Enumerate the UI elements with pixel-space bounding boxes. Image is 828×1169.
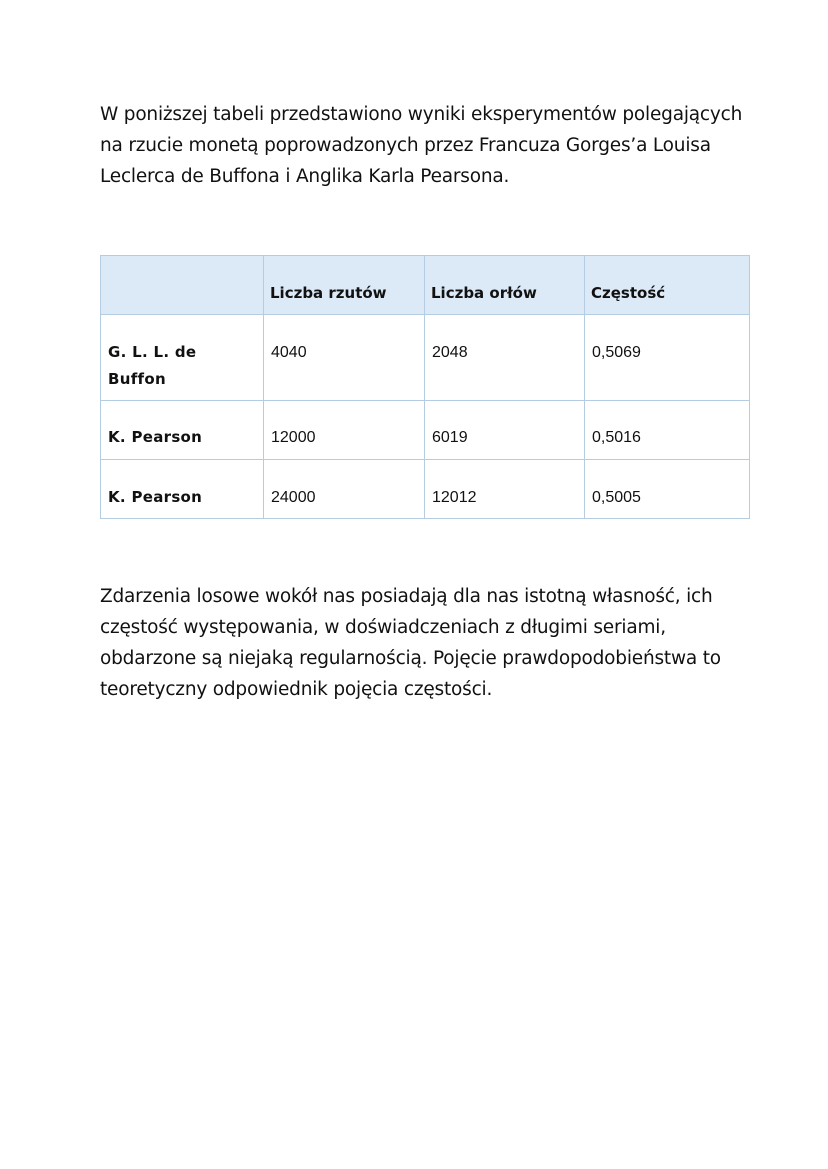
heads-value: 6019 — [425, 401, 585, 460]
frequency-value: 0,5005 — [585, 460, 750, 519]
experimenter-name: K. Pearson — [101, 460, 264, 519]
experimenter-name: K. Pearson — [101, 401, 264, 460]
frequency-value: 0,5069 — [585, 315, 750, 401]
conclusion-paragraph: Zdarzenia losowe wokół nas posiadają dla nas istotną własność, ich częstość występowania, w doświadczeniach z długimi seriami, obdarzone są niejaką regularnością. Pojęcie prawdopodobieństwa to teoretyczny odpowiednik pojęcia częstości. — [100, 586, 721, 700]
header-frequency: Częstość — [585, 256, 750, 315]
intro-paragraph: W poniższej tabeli przedstawiono wyniki eksperymentów polegających na rzucie monetą poprowadzonych przez Francuza Gorges’a Louisa Leclerca de Buffona i Anglika Karla Pearsona. — [100, 104, 743, 187]
header-heads: Liczba orłów — [425, 256, 585, 315]
throws-value: 24000 — [264, 460, 425, 519]
throws-value: 4040 — [264, 315, 425, 401]
table-row — [101, 460, 750, 519]
table-row — [101, 401, 750, 460]
experimenter-name: G. L. L. de Buffon — [101, 315, 264, 401]
table-header-row — [101, 256, 750, 315]
frequency-value: 0,5016 — [585, 401, 750, 460]
header-throws: Liczba rzutów — [264, 256, 425, 315]
throws-value: 12000 — [264, 401, 425, 460]
heads-value: 2048 — [425, 315, 585, 401]
table-row — [101, 315, 750, 401]
header-empty-cell — [101, 256, 264, 315]
experiment-results-table — [100, 255, 750, 519]
heads-value: 12012 — [425, 460, 585, 519]
